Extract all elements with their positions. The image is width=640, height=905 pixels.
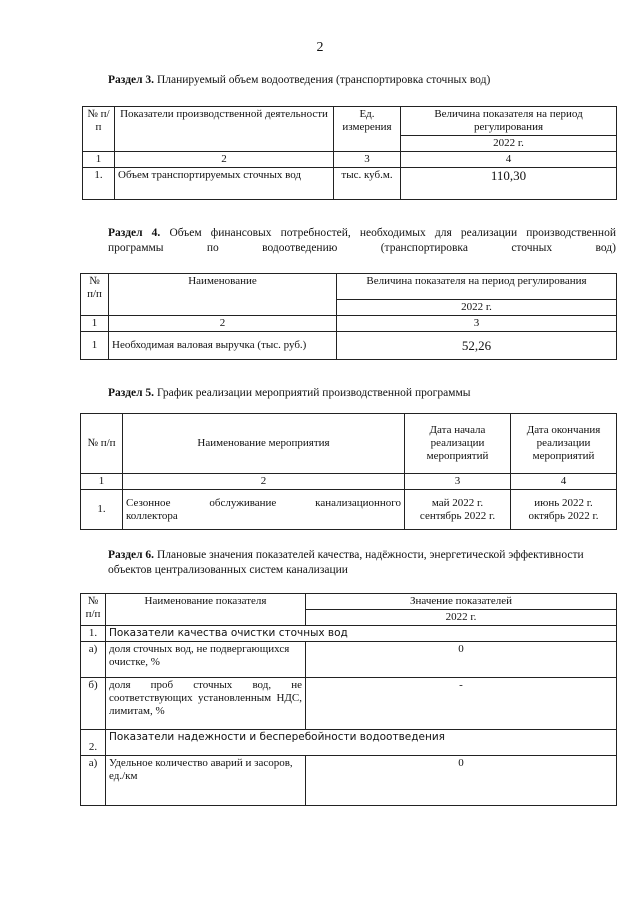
s5-row-start-line1: май 2022 г. [431,496,484,509]
s6-row2-value: - [306,678,617,730]
s3-header-num: № п/п [83,107,115,152]
s4-row-num: 1 [81,332,109,360]
section-3-heading [108,73,608,88]
s5-index-cell: 3 [405,474,511,490]
s5-header-end: Дата окончания реализации мероприятий [511,414,617,474]
s6-group2-title: Показатели надежности и бесперебойности водоотведения [106,730,617,756]
s3-row-value: 110,30 [401,168,617,200]
s3-header-name: Показатели производственной деятельности [115,107,334,152]
s4-row-name: Необходимая валовая выручка (тыс. руб.) [109,332,337,360]
s6-group1-title: Показатели качества очистки сточных вод [106,626,617,642]
page-number: 2 [316,40,324,55]
s5-row-name-line1: Сезонное обслуживание канализационного [126,496,401,509]
s6-row3-value: 0 [306,756,617,806]
s6-header-name: Наименование показателя [106,594,306,626]
s5-row-end [511,490,617,530]
s3-row-name: Объем транспортируемых сточных вод [115,168,334,200]
s3-index-cell: 4 [401,152,617,168]
s3-index-cell: 3 [334,152,401,168]
section-5-label: Раздел 5. [108,387,155,399]
s4-header-value: Величина показателя на период регулирования [337,274,617,300]
s4-header-num: № п/п [81,274,109,316]
s5-row-name [123,490,405,530]
section-5-title: График реализации мероприятий производственной программы [156,387,471,399]
s4-header-year: 2022 г. [337,300,617,316]
s5-row-name-line2: коллектора [126,509,178,522]
s6-header-num: № п/п [81,594,106,626]
section-4-table [80,273,617,360]
s6-row3-num: а) [81,756,106,806]
section-4-heading-line1 [108,226,616,256]
s6-group1-num: 1. [81,626,106,642]
s5-index-cell: 2 [123,474,405,490]
s3-row-num: 1. [83,168,115,200]
section-6-title: Плановые значения показателей качества, надёжности, энергетической эффективности объектов централизованных систем канализации [108,549,584,576]
section-4-title: Объем финансовых потребностей, необходимых для реализации производственной программы по водоотведению (транспортировка сточных вод) [108,227,616,254]
section-3-title: Планируемый объем водоотведения (транспортировка сточных вод) [156,74,491,86]
s4-row-value: 52,26 [337,332,617,360]
s4-index-cell: 1 [81,316,109,332]
section-5-heading [108,386,608,401]
s6-row2-num: б) [81,678,106,730]
s3-header-value: Величина показателя на период регулирования [401,107,617,136]
s6-header-value: Значение показателей [306,594,617,610]
s3-index-cell: 1 [83,152,115,168]
s5-row-num: 1. [81,490,123,530]
s6-row1-num: а) [81,642,106,678]
s5-header-start: Дата начала реализации мероприятий [405,414,511,474]
s6-row1-name: доля сточных вод, не подвергающихся очистке, % [106,642,306,678]
s3-header-unit: Ед. измерения [334,107,401,152]
section-4-label: Раздел 4. [108,227,161,239]
s6-row1-value: 0 [306,642,617,678]
s6-header-year: 2022 г. [306,610,617,626]
s5-row-end-line2: октябрь 2022 г. [528,509,599,522]
s3-header-year: 2022 г. [401,136,617,152]
s5-row-start [405,490,511,530]
s5-header-name: Наименование мероприятия [123,414,405,474]
section-6-table [80,593,617,806]
s5-row-start-line2: сентябрь 2022 г. [419,509,496,522]
s6-group2-num: 2. [81,730,106,756]
section-3-label: Раздел 3. [108,74,155,86]
s5-header-num: № п/п [81,414,123,474]
section-6-heading [108,548,618,578]
s5-index-cell: 4 [511,474,617,490]
s5-index-cell: 1 [81,474,123,490]
section-5-table [80,413,617,530]
s4-index-cell: 3 [337,316,617,332]
section-3-table [82,106,617,200]
s3-row-unit: тыс. куб.м. [334,168,401,200]
s4-header-name: Наименование [109,274,337,316]
s3-index-cell: 2 [115,152,334,168]
s4-index-cell: 2 [109,316,337,332]
section-6-label: Раздел 6. [108,549,155,561]
s6-row3-name: Удельное количество аварий и засоров, ед./км [106,756,306,806]
s5-row-end-line1: июнь 2022 г. [534,496,593,509]
s6-row2-name: доля проб сточных вод, не соответствующих установленным НДС, лимитам, % [106,678,306,730]
